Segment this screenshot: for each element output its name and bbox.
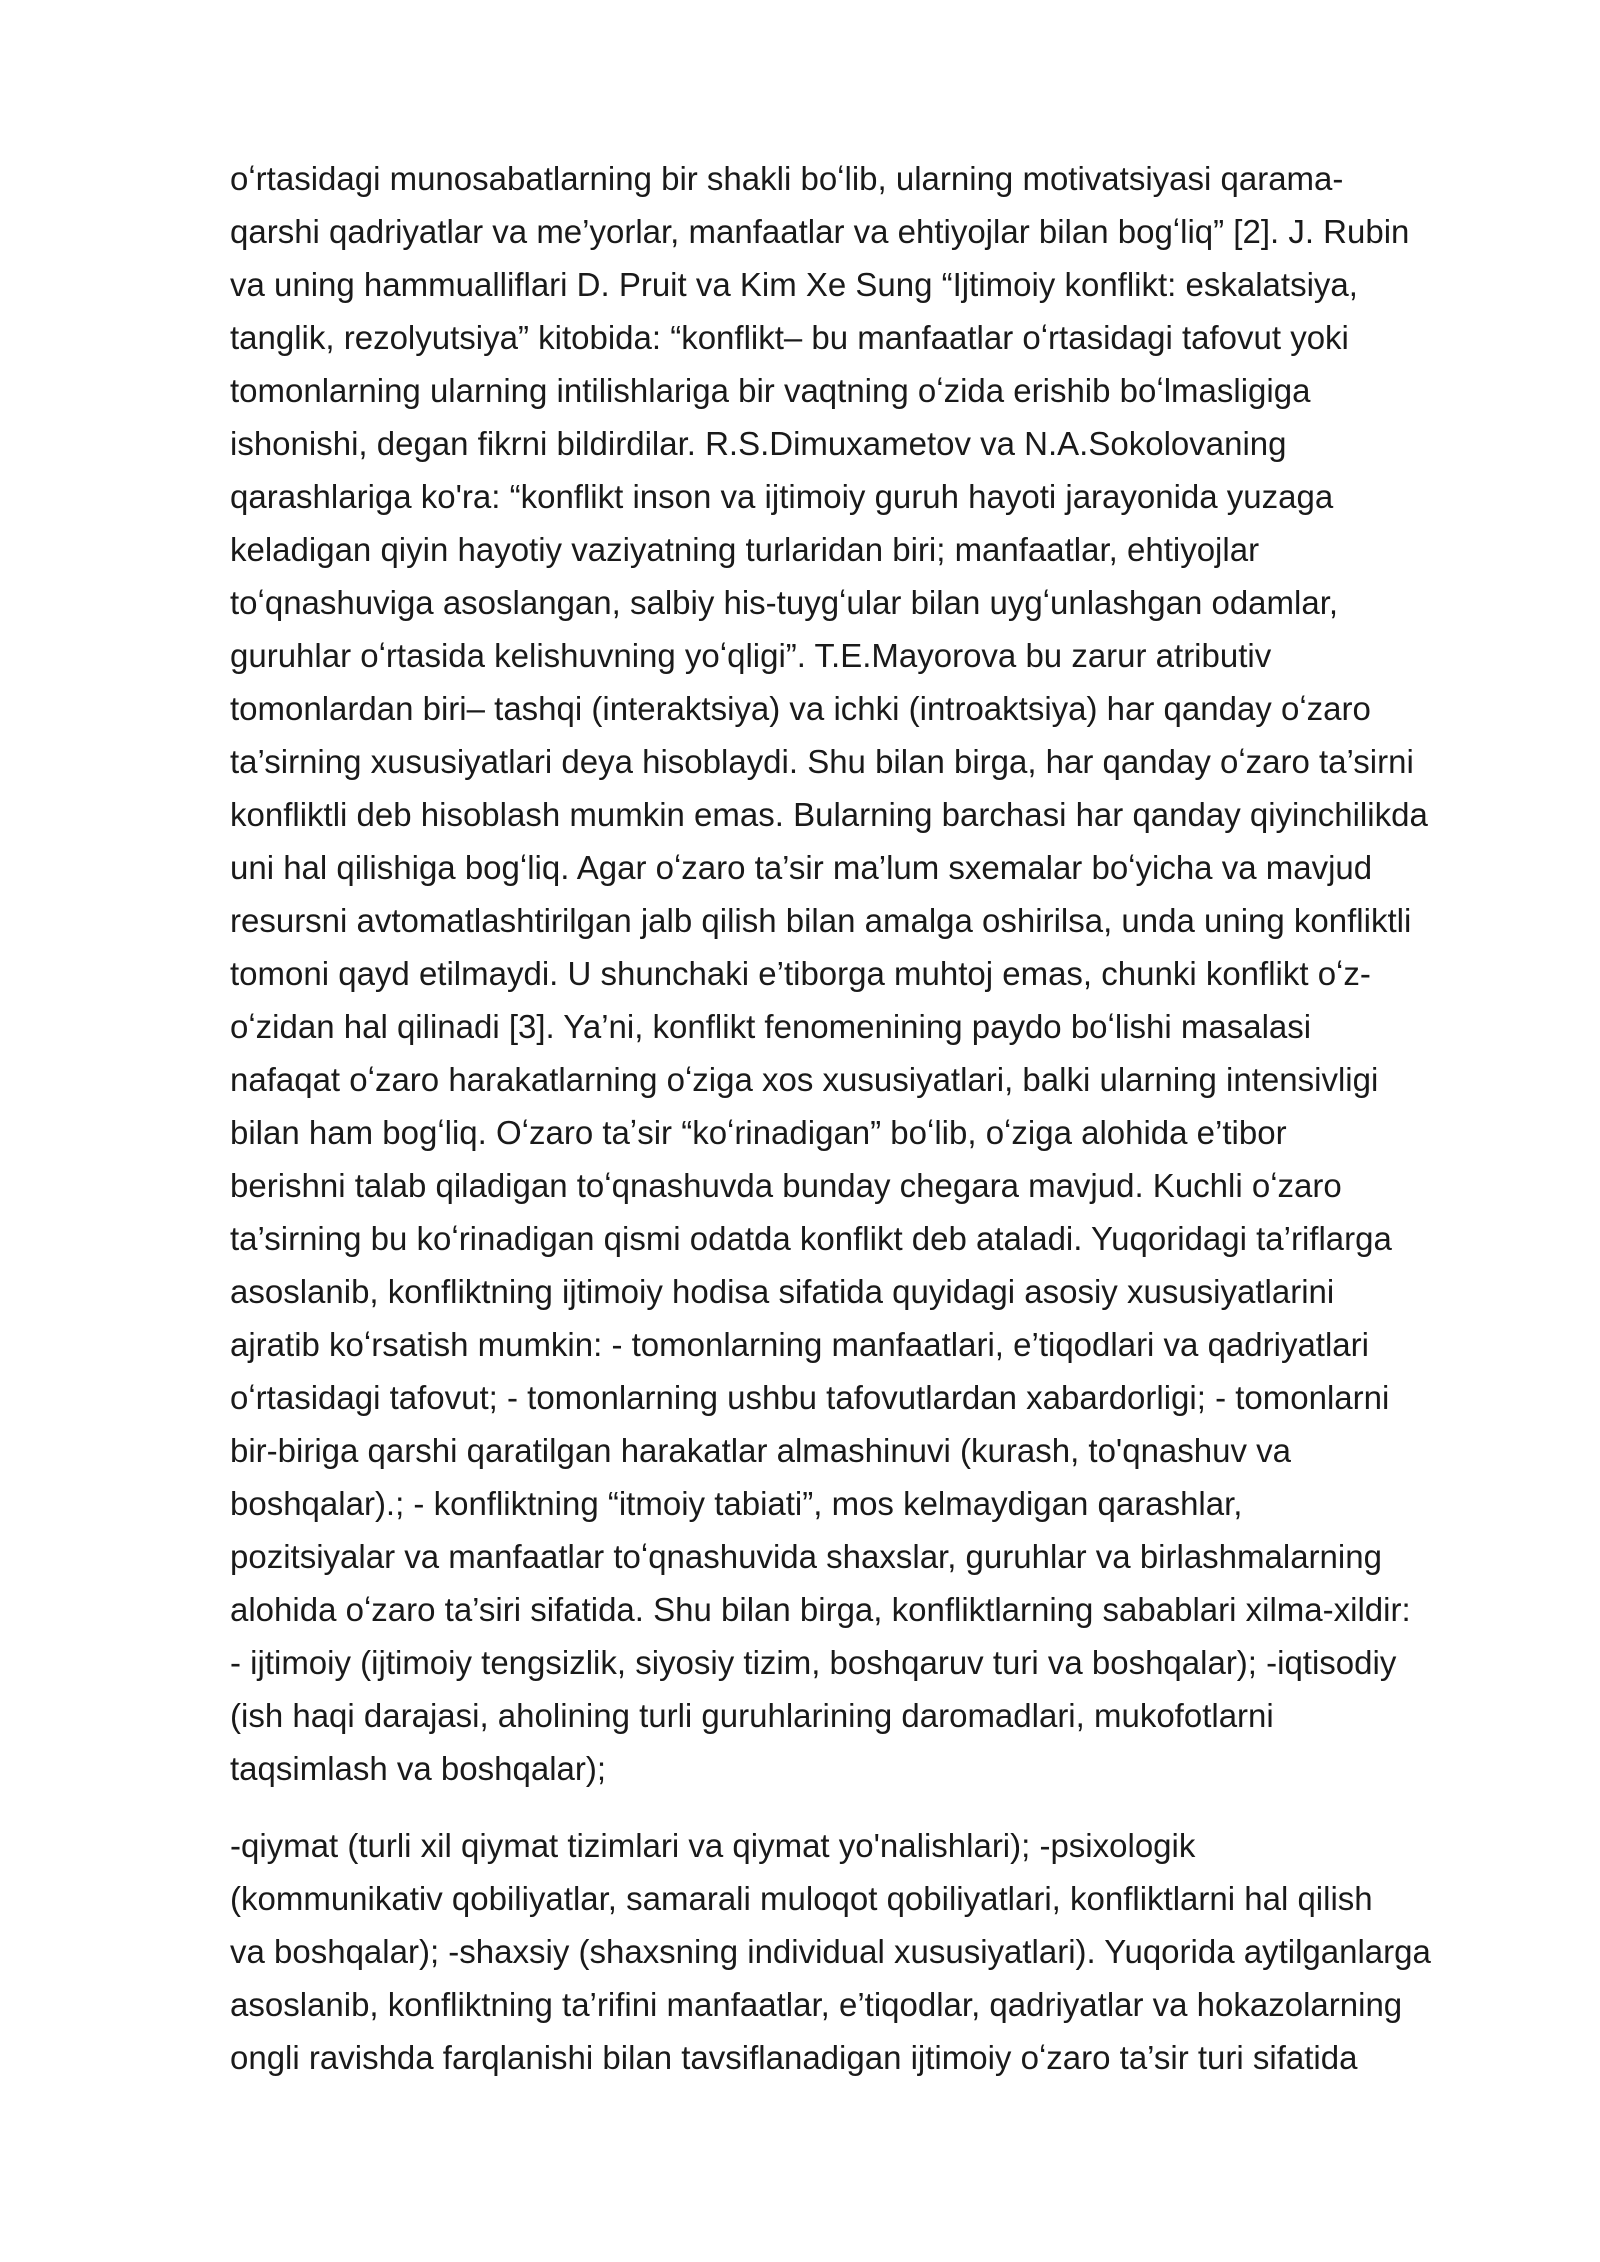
text-line: oʻrtasidagi munosabatlarning bir shakli boʻlib, ularning motivatsiyasi qarama- [230, 160, 1344, 197]
body-paragraph-2 [230, 1819, 1500, 2084]
text-line: keladigan qiyin hayotiy vaziyatning turlaridan biri; manfaatlar, ehtiyojlar [230, 531, 1260, 568]
text-line: (ish haqi darajasi, aholining turli guruhlarining daromadlari, mukofotlarni [230, 1697, 1274, 1734]
text-line: alohida oʻzaro ta’siri sifatida. Shu bilan birga, konfliktlarning sabablari xilma-xildir: [230, 1591, 1411, 1628]
text-line: ishonishi, degan fikrni bildirdilar. R.S.Dimuxametov va N.A.Sokolovaning [230, 425, 1287, 462]
text-line: ongli ravishda farqlanishi bilan tavsiflanadigan ijtimoiy oʻzaro ta’sir turi sifatida [230, 2039, 1358, 2076]
text-line: bilan ham bogʻliq. Oʻzaro taʼsir “koʻrinadigan” boʻlib, oʻziga alohida e’tibor [230, 1114, 1287, 1151]
text-line: ajratib koʻrsatish mumkin: - tomonlarning manfaatlari, e’tiqodlari va qadriyatlari [230, 1326, 1369, 1363]
text-line: oʻzidan hal qilinadi [3]. Ya’ni, konflikt fenomenining paydo boʻlishi masalasi [230, 1008, 1312, 1045]
text-line: resursni avtomatlashtirilgan jalb qilish bilan amalga oshirilsa, unda uning konfliktli [230, 902, 1412, 939]
text-line: va uning hammualliflari D. Pruit va Kim Xe Sung “Ijtimoiy konflikt: eskalatsiya, [230, 266, 1358, 303]
text-line: taqsimlash va boshqalar); [230, 1750, 607, 1787]
text-line: - ijtimoiy (ijtimoiy tengsizlik, siyosiy tizim, boshqaruv turi va boshqalar); -iqtisodiy [230, 1644, 1397, 1681]
text-line: toʻqnashuviga asoslangan, salbiy his-tuygʻular bilan uygʻunlashgan odamlar, [230, 584, 1339, 621]
text-line: pozitsiyalar va manfaatlar toʻqnashuvida shaxslar, guruhlar va birlashmalarning [230, 1538, 1382, 1575]
text-line: bir-biriga qarshi qaratilgan harakatlar almashinuvi (kurash, to'qnashuv va [230, 1432, 1292, 1469]
text-line: boshqalar).; - konfliktning “itmoiy tabiati”, mos kelmaydigan qarashlar, [230, 1485, 1243, 1522]
body-paragraph-1 [230, 152, 1500, 1795]
text-line: tomonlardan biri– tashqi (interaktsiya) va ichki (introaktsiya) har qanday oʻzaro [230, 690, 1371, 727]
text-line: guruhlar oʻrtasida kelishuvning yoʻqligi”. T.E.Mayorova bu zarur atributiv [230, 637, 1272, 674]
text-line: (kommunikativ qobiliyatlar, samarali muloqot qobiliyatlari, konfliktlarni hal qilish [230, 1880, 1373, 1917]
text-line: asoslanib, konfliktning ijtimoiy hodisa sifatida quyidagi asosiy xususiyatlarini [230, 1273, 1335, 1310]
text-line: ta’sirning xususiyatlari deya hisoblaydi. Shu bilan birga, har qanday oʻzaro ta’sirni [230, 743, 1414, 780]
text-line: tomoni qayd etilmaydi. U shunchaki e’tiborga muhtoj emas, chunki konflikt oʻz- [230, 955, 1371, 992]
text-line: asoslanib, konfliktning ta’rifini manfaatlar, e’tiqodlar, qadriyatlar va hokazolarning [230, 1986, 1403, 2023]
text-line: qarashlariga ko'ra: “konflikt inson va ijtimoiy guruh hayoti jarayonida yuzaga [230, 478, 1334, 515]
text-line: berishni talab qiladigan toʻqnashuvda bunday chegara mavjud. Kuchli oʻzaro [230, 1167, 1342, 1204]
text-line: va boshqalar); -shaxsiy (shaxsning individual xususiyatlari). Yuqorida aytilganlarga [230, 1933, 1431, 1970]
text-line: konfliktli deb hisoblash mumkin emas. Bularning barchasi har qanday qiyinchilikda [230, 796, 1428, 833]
text-line: qarshi qadriyatlar va me’yorlar, manfaatlar va ehtiyojlar bilan bogʻliq” [2]. J. Rubin [230, 213, 1410, 250]
text-line: tanglik, rezolyutsiya” kitobida: “konflikt– bu manfaatlar oʻrtasidagi tafovut yoki [230, 319, 1349, 356]
text-line: ta’sirning bu koʻrinadigan qismi odatda konflikt deb ataladi. Yuqoridagi ta’riflarga [230, 1220, 1392, 1257]
text-line: -qiymat (turli xil qiymat tizimlari va qiymat yo'nalishlari); -psixologik [230, 1827, 1196, 1864]
text-line: tomonlarning ularning intilishlariga bir vaqtning oʻzida erishib boʻlmasligiga [230, 372, 1311, 409]
text-line: nafaqat oʻzaro harakatlarning oʻziga xos xususiyatlari, balki ularning intensivligi [230, 1061, 1379, 1098]
text-line: uni hal qilishiga bogʻliq. Agar oʻzaro ta’sir ma’lum sxemalar boʻyicha va mavjud [230, 849, 1373, 886]
text-line: oʻrtasidagi tafovut; - tomonlarning ushbu tafovutlardan xabardorligi; - tomonlarni [230, 1379, 1390, 1416]
